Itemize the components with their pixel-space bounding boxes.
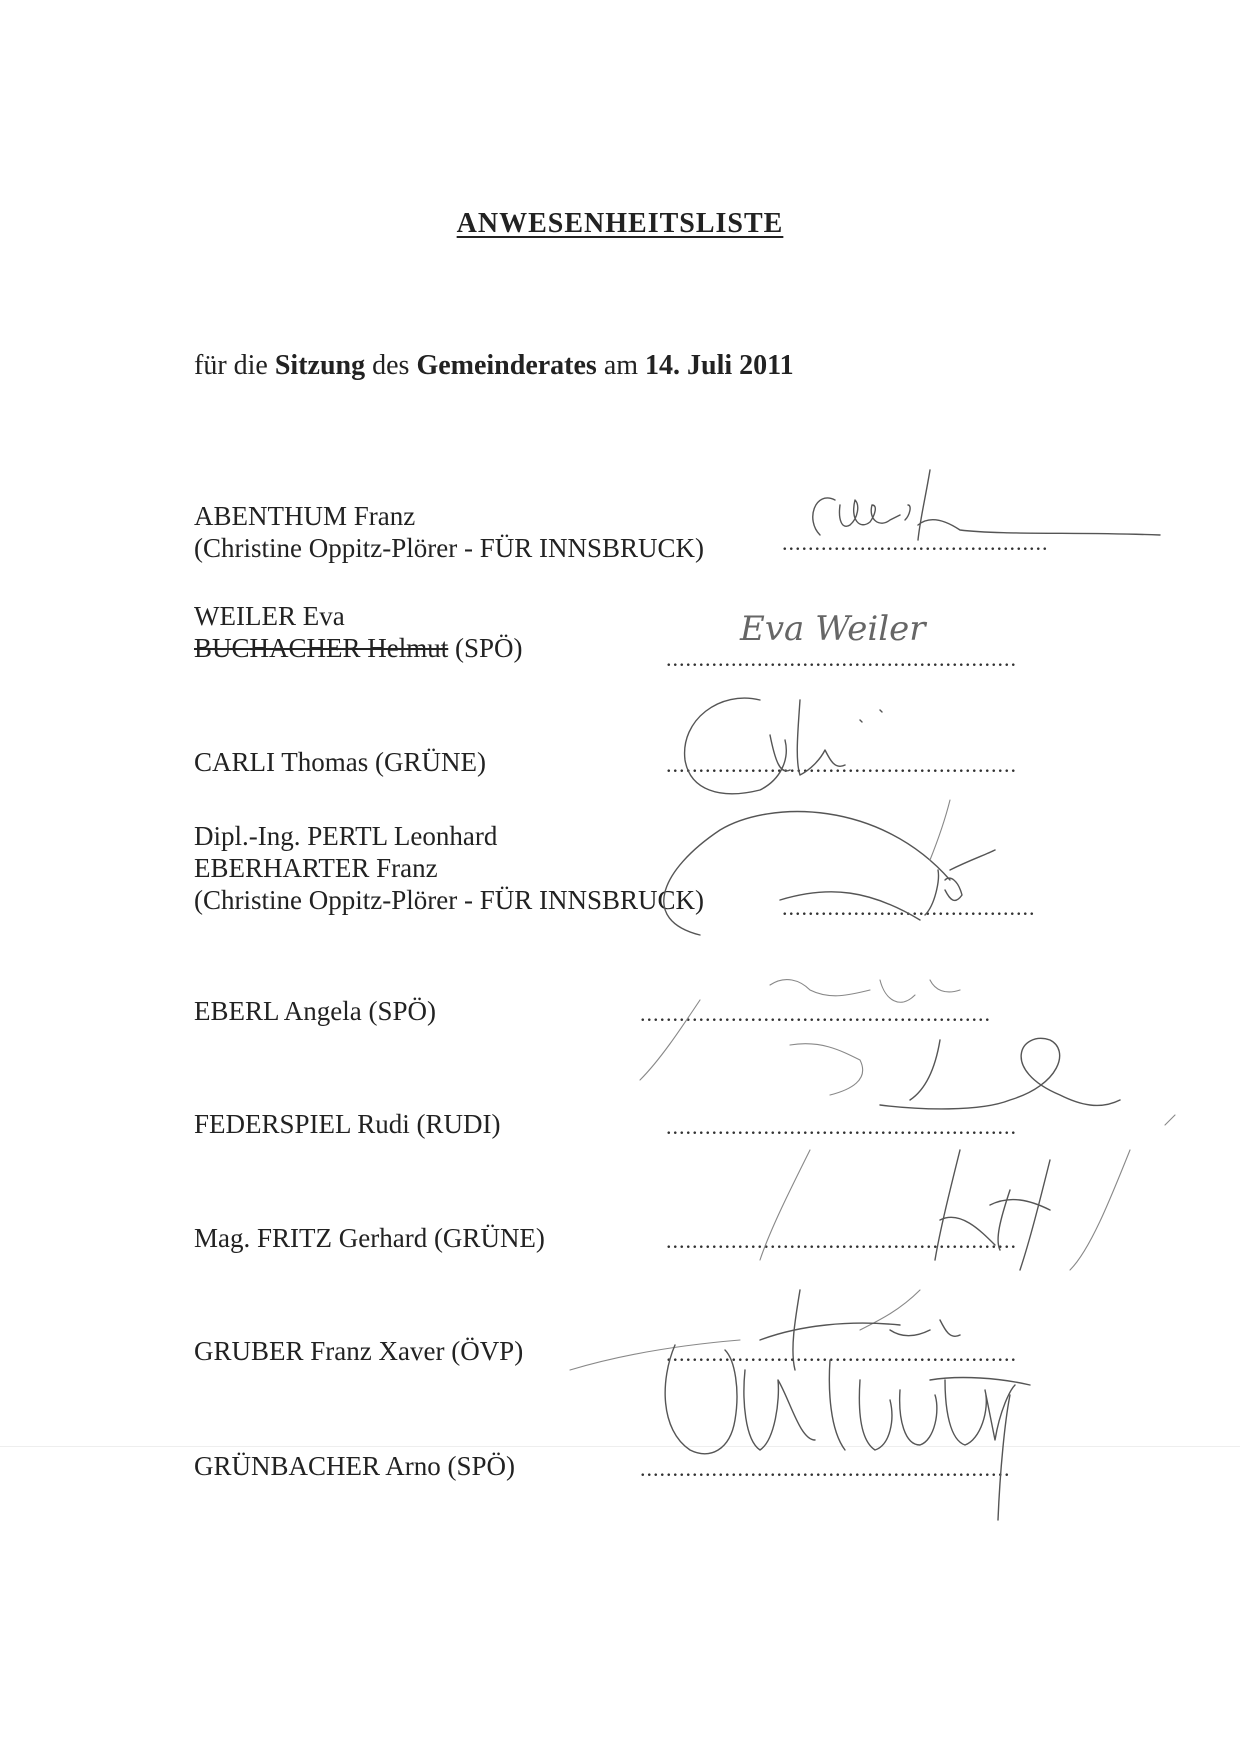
attendee-entry-carli bbox=[194, 746, 486, 778]
subtitle-text: des bbox=[365, 350, 417, 381]
attendee-entry-gruenbacher bbox=[194, 1450, 515, 1482]
signature-line: ......................................................... bbox=[640, 1456, 1011, 1481]
struck-name: BUCHACHER Helmut bbox=[194, 633, 449, 663]
attendee-name: EBERL Angela (SPÖ) bbox=[194, 996, 436, 1026]
attendee-entry-pertl bbox=[194, 820, 704, 916]
attendee-entry-gruber bbox=[194, 1335, 523, 1367]
attendee-entry-abenthum bbox=[194, 500, 704, 564]
signature-line: ...................................................... bbox=[666, 1341, 1017, 1366]
signature-gruenbacher bbox=[665, 1345, 1030, 1520]
attendee-name: ABENTHUM Franz bbox=[194, 501, 416, 531]
signature-line: ...................................................... bbox=[666, 1228, 1017, 1253]
attendee-replaced bbox=[194, 632, 523, 664]
subtitle-text: am bbox=[596, 350, 646, 381]
attendee-entry-eberl bbox=[194, 995, 436, 1027]
session-subtitle bbox=[194, 350, 794, 382]
attendee-substitute: (Christine Oppitz-Plörer - FÜR INNSBRUCK) bbox=[194, 533, 704, 563]
subtitle-date: 14. Juli 2011 bbox=[645, 350, 794, 381]
signature-line: ...................................................... bbox=[666, 752, 1017, 777]
scan-artifact-line bbox=[0, 1446, 1240, 1447]
attendee-entry-fritz bbox=[194, 1222, 545, 1254]
attendee-name: CARLI Thomas (GRÜNE) bbox=[194, 747, 486, 777]
party-label: (SPÖ) bbox=[448, 633, 523, 663]
attendee-name: GRUBER Franz Xaver (ÖVP) bbox=[194, 1336, 524, 1366]
attendee-name: Mag. FRITZ Gerhard (GRÜNE) bbox=[194, 1223, 545, 1253]
signature-eberl bbox=[640, 980, 960, 1095]
attendee-name-struck-through: Dipl.-Ing. PERTL Leonhard bbox=[194, 821, 498, 851]
svg-text:Eva Weiler: Eva Weiler bbox=[740, 609, 926, 649]
subtitle-bold: Sitzung bbox=[274, 350, 366, 381]
signature-line: ....................................... bbox=[782, 895, 1036, 920]
signature-carli bbox=[685, 698, 882, 794]
signature-line: ......................................... bbox=[782, 530, 1049, 555]
attendee-substitute: (Christine Oppitz-Plörer - FÜR INNSBRUCK) bbox=[194, 885, 704, 915]
subtitle-text: für die bbox=[194, 350, 275, 381]
attendee-name: GRÜNBACHER Arno (SPÖ) bbox=[194, 1451, 516, 1481]
subtitle-bold: Gemeinderates bbox=[416, 350, 597, 381]
signature-line: ...................................................... bbox=[666, 1114, 1017, 1139]
signature-line: ...................................................... bbox=[640, 1001, 991, 1026]
attendee-name: WEILER Eva bbox=[194, 601, 345, 631]
signature-weiler bbox=[739, 609, 927, 649]
attendee-name: EBERHARTER Franz bbox=[194, 853, 438, 883]
attendee-entry-weiler bbox=[194, 600, 523, 664]
signature-line: ...................................................... bbox=[666, 646, 1017, 671]
attendee-entry-federspiel bbox=[194, 1108, 501, 1140]
document-title: ANWESENHEITSLISTE bbox=[456, 208, 784, 239]
attendee-name: FEDERSPIEL Rudi (RUDI) bbox=[194, 1109, 501, 1139]
